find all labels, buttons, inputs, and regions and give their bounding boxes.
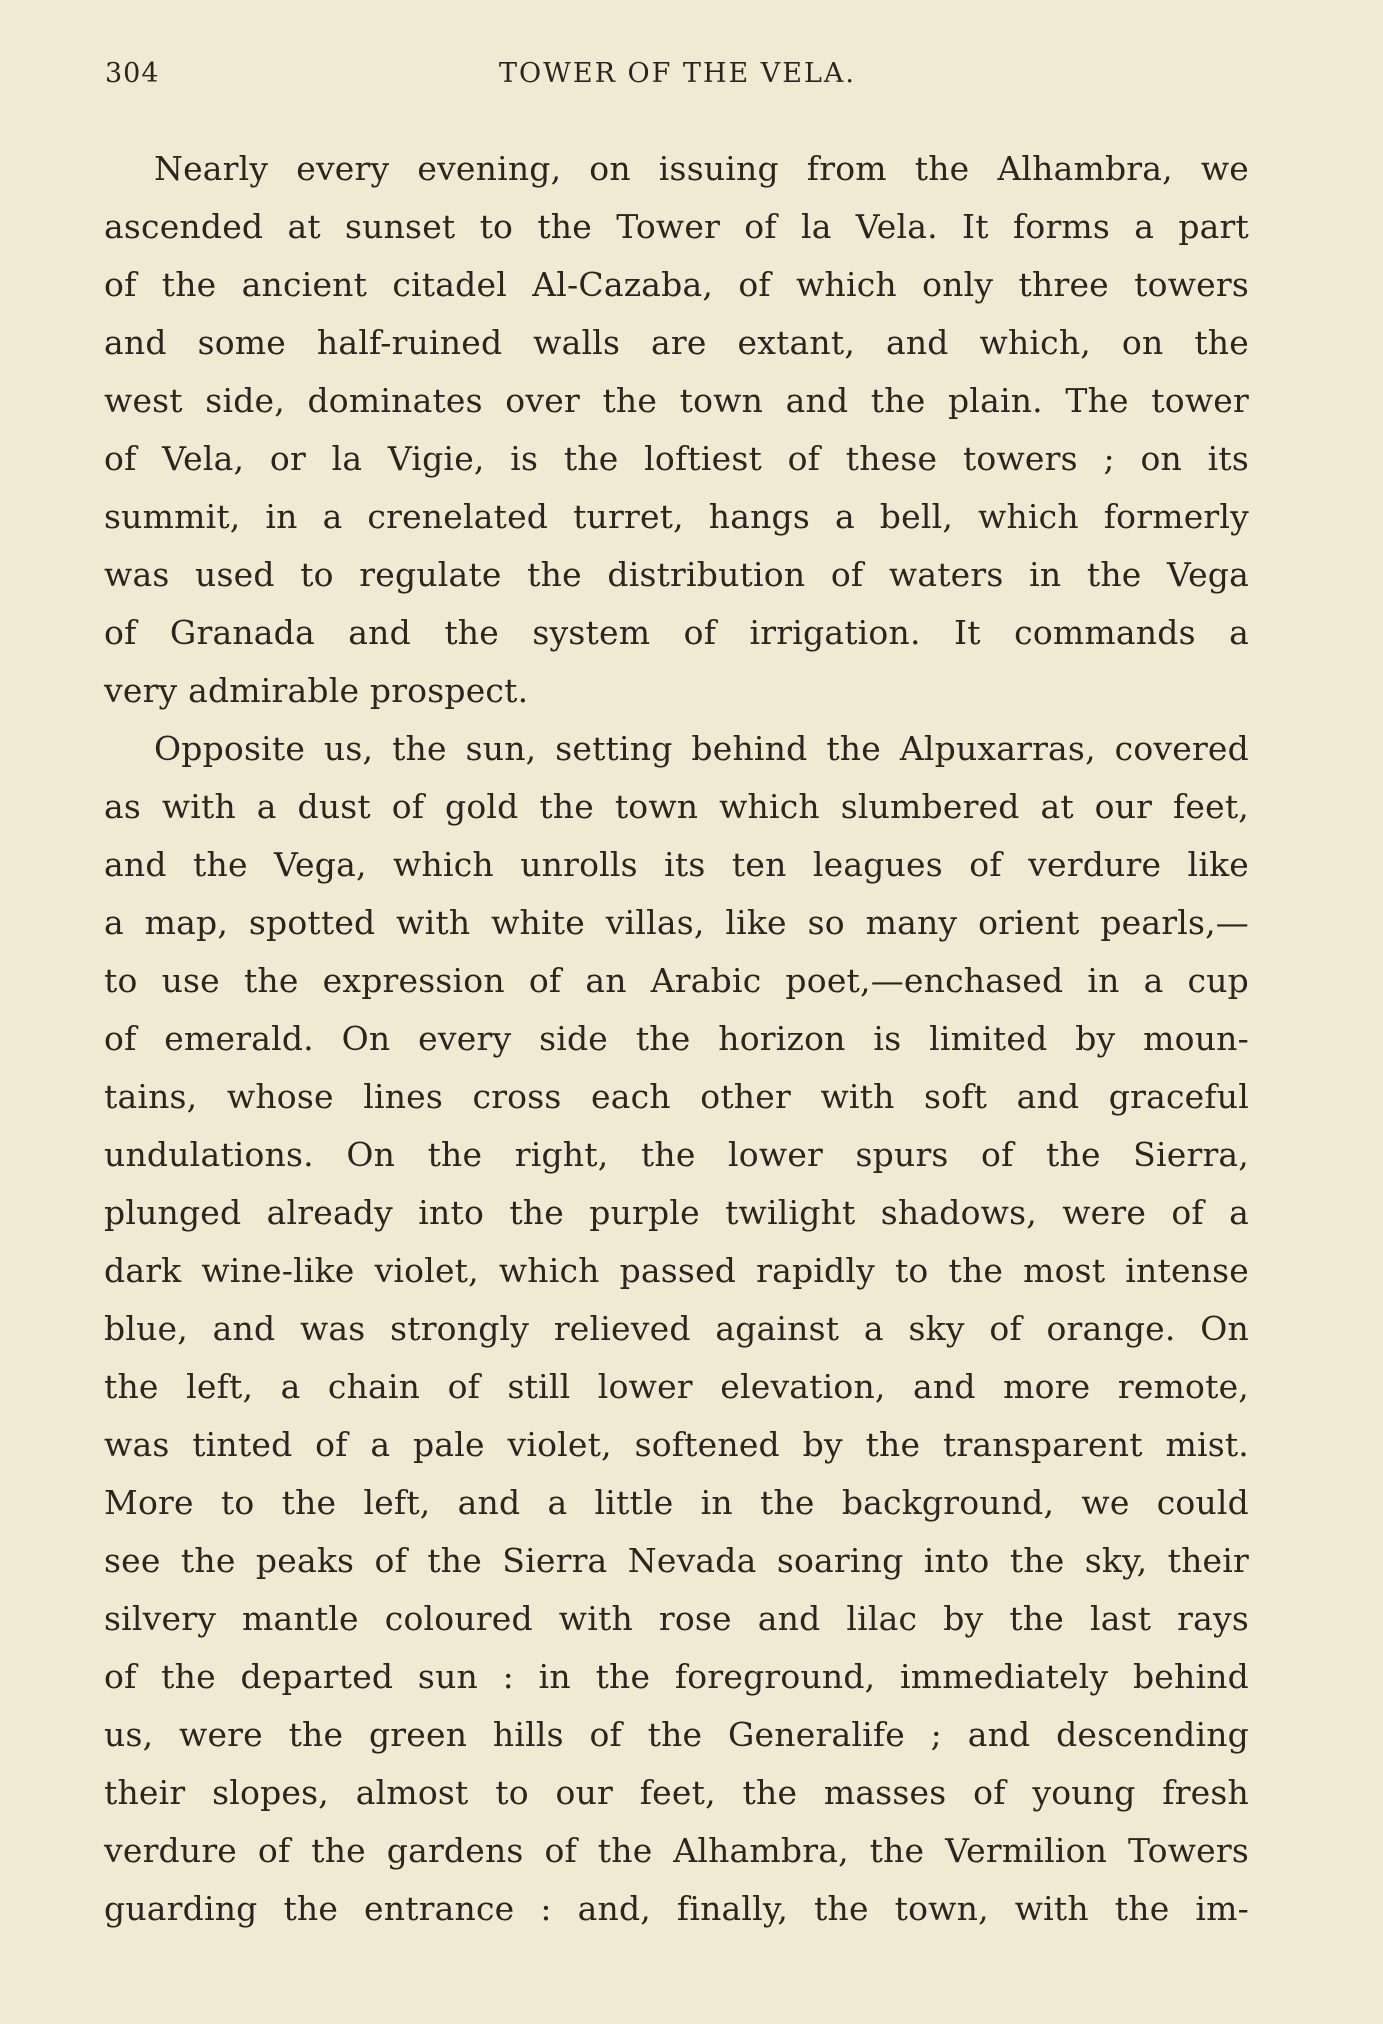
text-line: as with a dust of gold the town which slumbered at our feet,: [104, 787, 1249, 826]
text-line: More to the left, and a little in the background, we could: [104, 1483, 1249, 1522]
text-line: Nearly every evening, on issuing from the Alhambra, we: [154, 149, 1249, 188]
text-line: the left, a chain of still lower elevation, and more remote,: [104, 1367, 1249, 1406]
text-line: and some half-ruined walls are extant, and which, on the: [104, 323, 1249, 362]
text-line: of Vela, or la Vigie, is the loftiest of these towers ; on its: [104, 439, 1249, 478]
text-line: see the peaks of the Sierra Nevada soaring into the sky, their: [104, 1541, 1249, 1580]
text-line: of the departed sun : in the foreground, immediately behind: [104, 1657, 1249, 1696]
text-line: Opposite us, the sun, setting behind the Alpuxarras, covered: [154, 729, 1249, 768]
text-line: west side, dominates over the town and the plain. The tower: [104, 381, 1249, 420]
running-head: [105, 58, 1250, 98]
text-line: to use the expression of an Arabic poet,—enchased in a cup: [104, 961, 1249, 1000]
text-line: of Granada and the system of irrigation. It commands a: [104, 613, 1249, 652]
text-line: a map, spotted with white villas, like so many orient pearls,—: [104, 903, 1249, 942]
text-line: was used to regulate the distribution of waters in the Vega: [104, 555, 1249, 594]
text-line: ascended at sunset to the Tower of la Vela. It forms a part: [104, 207, 1249, 246]
text-line: verdure of the gardens of the Alhambra, the Vermilion Towers: [104, 1831, 1249, 1870]
text-line: very admirable prospect.: [104, 671, 529, 710]
text-line: tains, whose lines cross each other with soft and graceful: [104, 1077, 1249, 1116]
text-line: summit, in a crenelated turret, hangs a bell, which formerly: [104, 497, 1249, 536]
text-line: of the ancient citadel Al-Cazaba, of which only three towers: [104, 265, 1249, 304]
text-line: dark wine-like violet, which passed rapidly to the most intense: [104, 1251, 1249, 1290]
body-text: [104, 140, 1249, 1938]
text-line: silvery mantle coloured with rose and lilac by the last rays: [104, 1599, 1249, 1638]
text-line: undulations. On the right, the lower spurs of the Sierra,: [104, 1135, 1249, 1174]
page-number: 304: [105, 58, 160, 89]
text-line: us, were the green hills of the Generalife ; and descending: [104, 1715, 1249, 1754]
text-line: and the Vega, which unrolls its ten leagues of verdure like: [104, 845, 1249, 884]
text-line: of emerald. On every side the horizon is limited by moun-: [104, 1019, 1249, 1058]
text-line: their slopes, almost to our feet, the masses of young fresh: [104, 1773, 1249, 1812]
running-title: TOWER OF THE VELA.: [498, 58, 857, 89]
text-line: blue, and was strongly relieved against a sky of orange. On: [104, 1309, 1249, 1348]
text-line: plunged already into the purple twilight shadows, were of a: [104, 1193, 1249, 1232]
text-line: guarding the entrance : and, finally, the town, with the im-: [104, 1889, 1249, 1928]
text-line: was tinted of a pale violet, softened by the transparent mist.: [104, 1425, 1249, 1464]
